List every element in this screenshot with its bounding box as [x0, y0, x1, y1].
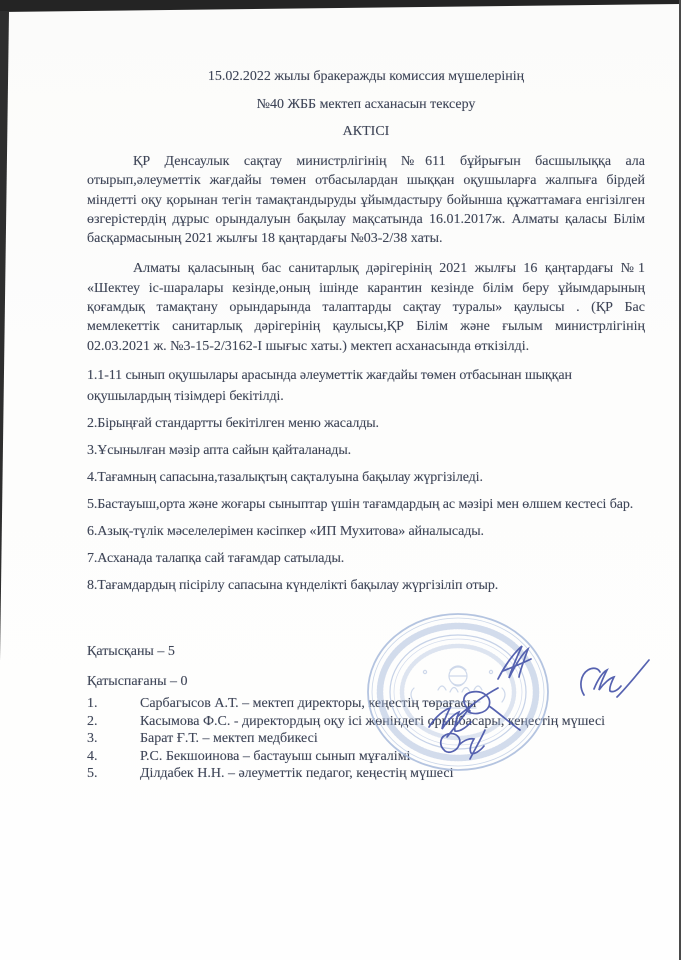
- member-number: 2.: [87, 713, 98, 729]
- member-text: Ділдабек Н.Н. – әлеуметтік педагог, кеңестің мүшесі: [140, 766, 454, 782]
- document-body: [87, 68, 645, 783]
- member-text: Барат Ғ.Т. – мектеп медбикесі: [140, 731, 318, 747]
- finding-1: 1.1-11 сынып оқушылары арасында әлеуметтік жағдайы төмен отбасынан шыққан оқушылардың тізімдері бекітілді.: [87, 367, 572, 404]
- document-title: АКТІСІ: [342, 124, 390, 139]
- finding-6: 6.Азық-түлік мәселелерімен кәсіпкер «ИП Мухитова» айналысады.: [87, 523, 484, 539]
- member-number: 4.: [87, 748, 98, 764]
- finding-5: 5.Бастауыш,орта және жоғары сыныптар үшін тағамдардың ас мәзірі мен өлшем кестесі бар.: [87, 496, 634, 512]
- finding-8: 8.Тағамдардың пісірілу сапасына күнделікті бақылау жүргізіліп отыр.: [87, 577, 499, 593]
- member-number: 5.: [87, 766, 98, 782]
- finding-3: 3.Ұсынылған мәзір апта сайын қайталанады.: [87, 442, 352, 458]
- commission-members-list: [87, 695, 645, 783]
- findings-list: [87, 365, 645, 596]
- member-text: Касымова Ф.С. - директордың оқу ісі жөніндегі орынбасары, кеңестің мүшесі: [140, 713, 606, 729]
- member-row: [87, 748, 645, 766]
- member-row: [87, 730, 645, 748]
- header-line-1: 15.02.2022 жылы бракеражды комиссия мүшелерінің: [207, 69, 525, 84]
- member-number: 3.: [87, 731, 98, 747]
- member-row: [87, 765, 645, 783]
- finding-2: 2.Бірыңғай стандартты бекітілген меню жасалды.: [87, 415, 379, 431]
- attendance-block: [87, 643, 645, 691]
- finding-4: 4.Тағамның сапасына,тазалықтың сақталуына бақылау жүргізіледі.: [87, 469, 483, 485]
- header-line-2: №40 ЖББ мектеп асханасын тексеру: [256, 97, 476, 112]
- member-text: Р.С. Бекшоинова – бастауыш сынып мұғалімі: [140, 748, 411, 764]
- attendance-absent: Қатыспағаны – 0: [87, 673, 188, 689]
- paragraph-order-basis: ҚР Денсаулык сақтау министрлігінің №611 бұйрығын басшылыққа ала отырып,әлеуметтік жағдайы төмен отбасылардан шыққан оқушыларға жалпыға бірдей міндетті оқу қорынан тегін тамақтандыруды ұйымдастыру бойынша құжаттамаға енгізілген өзгерістердің дұрыс орындалуын бақылау мақсатында 16.01.2017ж. Алматы қаласы Білім басқармасының 2021 жылғы 18 қаңтардағы №03-2/38 хаты.: [87, 154, 645, 247]
- member-row: [87, 695, 645, 713]
- paragraph-sanitary-decree: Алматы қаласының бас санитарлық дәрігерінің 2021 жылғы 16 қаңтардағы №1 «Шектеу іс-шаралары кезінде,оның ішінде карантин кезінде білім беру ұйымдарының қоғамдық тамақтану орындарында талаптарды сақтау туралы» қаулысы . (ҚР Бас мемлекеттік санитарлық дәрігерінің қаулысы,ҚР Білім және ғылым министрлігінің 02.03.2021 ж. №3-15-2/3162-І шығыс хаты.) мектеп асханасында өткізілді.: [87, 261, 645, 354]
- attendance-present: Қатысқаны – 5: [87, 643, 175, 659]
- member-number: 1.: [87, 695, 98, 711]
- member-text: Сарбагысов А.Т. – мектеп директоры, кеңестің төрағасы: [140, 695, 477, 711]
- member-row: [87, 713, 645, 731]
- finding-7: 7.Асханада талапқа сай тағамдар сатылады.: [87, 550, 345, 566]
